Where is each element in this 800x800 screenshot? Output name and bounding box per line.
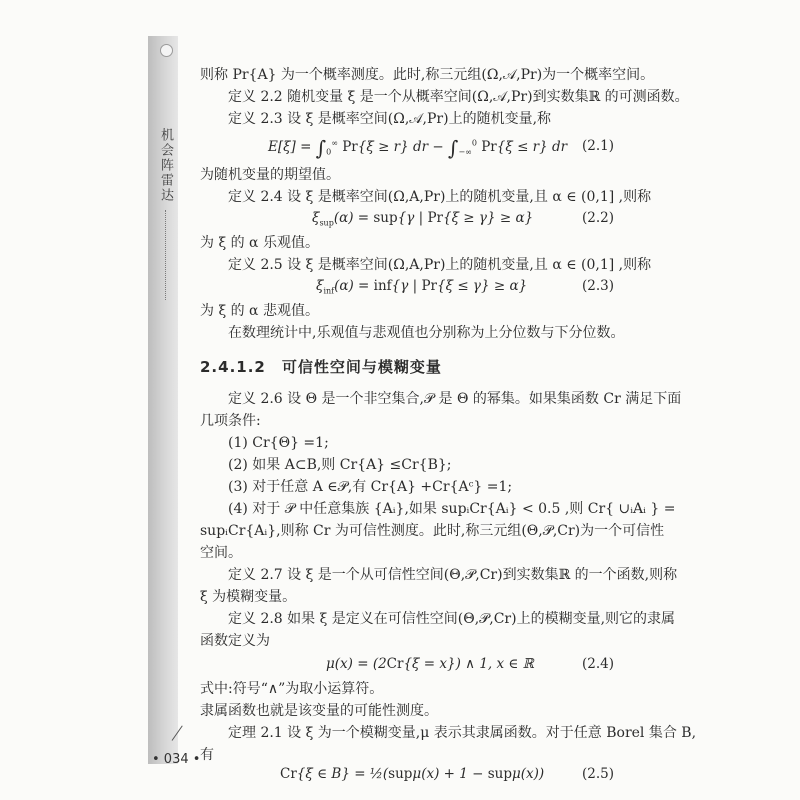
text-line: 空间。 bbox=[200, 545, 242, 561]
equation-number: (2.4) bbox=[582, 656, 615, 672]
text-line: supᵢCr{Aᵢ},则称 Cr 为可信性测度。此时,称三元组(Θ,𝒫,Cr)为一个可信性 bbox=[200, 523, 665, 539]
definition-2-8: 定义 2.8 如果 ξ 是定义在可信性空间(Θ,𝒫,Cr)上的模糊变量,则它的隶属 bbox=[228, 611, 676, 627]
equation-2-3: $\xi_{inf}(\alpha) = inf\{\gamma$ | Pr{ξ ≤ γ} ≥ α} bbox=[316, 278, 528, 296]
text-line: 有 bbox=[200, 747, 214, 763]
equation-number: (2.1) bbox=[582, 138, 615, 154]
equation-number: (2.2) bbox=[582, 210, 615, 226]
definition-2-6: 定义 2.6 设 Θ 是一个非空集合,𝒫 是 Θ 的幂集。如果集函数 Cr 满足下面 bbox=[228, 391, 682, 407]
definition-2-5: 定义 2.5 设 ξ 是概率空间(Ω,A,Pr)上的随机变量,且 α ∈ (0,1] ,则称 bbox=[228, 257, 652, 273]
text-line: 隶属函数也就是该变量的可能性测度。 bbox=[200, 703, 438, 719]
equation-number: (2.3) bbox=[582, 278, 615, 294]
equation-2-2: $\xi_{sup}(\alpha) = sup\{\gamma$ | Pr{ξ ≥ γ} ≥ α} bbox=[312, 210, 534, 228]
condition-3: (3) 对于任意 A ∈𝒫,有 Cr{A} +Cr{Aᶜ} =1; bbox=[228, 479, 513, 495]
equation-2-4: μ(x) = (2Cr{ξ = x}) ∧ 1, x ∈ ℝ bbox=[326, 656, 534, 672]
equation-2-1: $E[\xi] = \int_0^\infty$ Pr{ξ ≥ r} dr − $\int_{-\infty}^0$ Pr{ξ ≤ r} dr bbox=[268, 136, 568, 160]
text-line: 则称 Pr{A} 为一个概率测度。此时,称三元组(Ω,𝒜,Pr)为一个概率空间。 bbox=[200, 67, 655, 83]
theorem-2-1: 定理 2.1 设 ξ 为一个模糊变量,μ 表示其隶属函数。对于任意 Borel 集合 B, bbox=[228, 725, 697, 741]
condition-2: (2) 如果 A⊂B,则 Cr{A} ≤Cr{B}; bbox=[228, 457, 452, 473]
definition-2-7: 定义 2.7 设 ξ 是一个从可信性空间(Θ,𝒫,Cr)到实数集ℝ 的一个函数,则称 bbox=[228, 567, 678, 583]
side-dotted-rule bbox=[165, 210, 166, 300]
text-line: 式中:符号“∧”为取小运算符。 bbox=[200, 681, 384, 697]
section-heading: 2.4.1.2 可信性空间与模糊变量 bbox=[200, 358, 442, 376]
text-line: 函数定义为 bbox=[200, 633, 270, 649]
text-line: ξ 为模糊变量。 bbox=[200, 589, 297, 605]
text-line: 在数理统计中,乐观值与悲观值也分别称为上分位数与下分位数。 bbox=[228, 325, 625, 341]
equation-number: (2.5) bbox=[582, 766, 615, 782]
condition-4: (4) 对于 𝒫 中任意集族 {Aᵢ},如果 supᵢCr{Aᵢ} < 0.5 ,则 Cr{ ∪ᵢAᵢ } = bbox=[228, 501, 676, 517]
page-number: • 034 • bbox=[152, 752, 201, 767]
condition-1: (1) Cr{Θ} =1; bbox=[228, 435, 329, 451]
text-line: 为 ξ 的 α 乐观值。 bbox=[200, 235, 319, 251]
definition-2-4: 定义 2.4 设 ξ 是概率空间(Ω,A,Pr)上的随机变量,且 α ∈ (0,1] ,则称 bbox=[228, 189, 652, 205]
definition-2-2: 定义 2.2 随机变量 ξ 是一个从概率空间(Ω,𝒜,Pr)到实数集ℝ 的可测函数。 bbox=[228, 89, 689, 105]
text-line: 为随机变量的期望值。 bbox=[200, 167, 340, 183]
text-line: 为 ξ 的 α 悲观值。 bbox=[200, 303, 319, 319]
bullet-icon bbox=[160, 44, 173, 57]
side-chapter-title: 机会阵雷达 bbox=[158, 128, 173, 203]
equation-2-5: Cr{ξ ∈ B} = ½(supμ(x) + 1 − supμ(x)) bbox=[280, 766, 545, 782]
text-line: 几项条件: bbox=[200, 413, 261, 429]
definition-2-3: 定义 2.3 设 ξ 是概率空间(Ω,𝒜,Pr)上的随机变量,称 bbox=[228, 111, 552, 127]
